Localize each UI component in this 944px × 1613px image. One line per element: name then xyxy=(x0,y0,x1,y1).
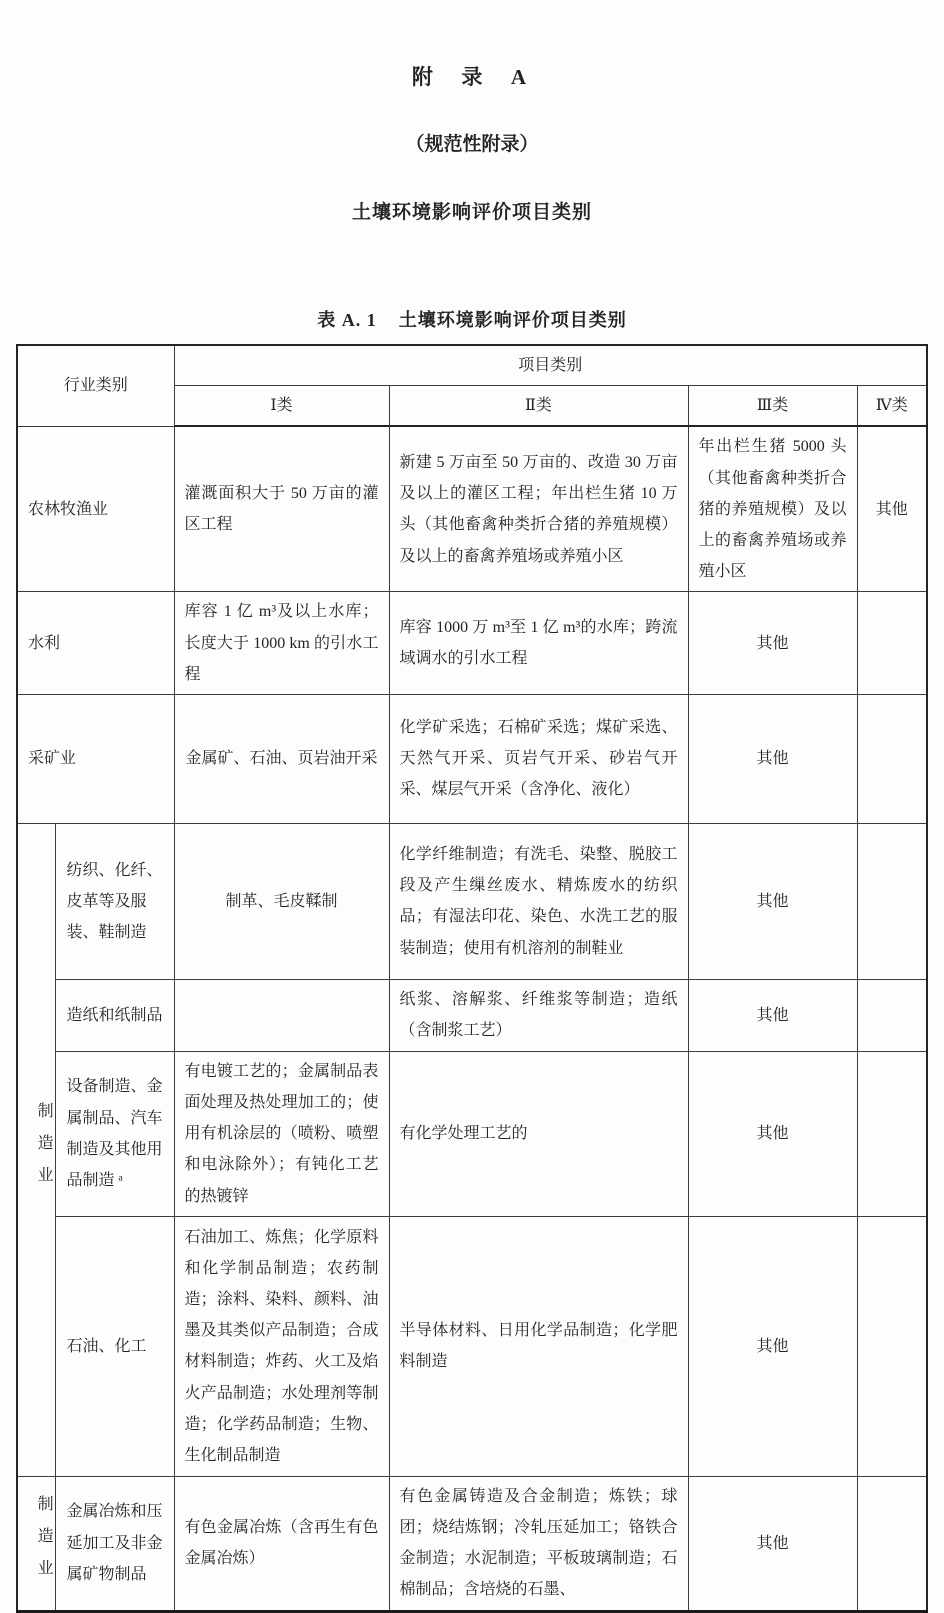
class1-cell: 有色金属冶炼（含再生有色金属冶炼） xyxy=(174,1476,389,1611)
header-row-1 xyxy=(17,345,927,386)
class4-cell xyxy=(857,1051,927,1216)
industry-sub-label: 石油、化工 xyxy=(56,1216,174,1476)
class3-cell: 其他 xyxy=(688,592,857,695)
class3-cell: 其他 xyxy=(688,979,857,1051)
industry-label: 采矿业 xyxy=(17,694,174,823)
class4-cell xyxy=(857,1476,927,1611)
class3-cell: 其他 xyxy=(688,694,857,823)
class2-cell: 新建 5 万亩至 50 万亩的、改造 30 万亩及以上的灌区工程；年出栏生猪 10 万头（其他畜禽种类折合猪的养殖规模）及以上的畜禽养殖场或养殖小区 xyxy=(389,426,688,591)
table-row-metal-smelting xyxy=(17,1476,927,1611)
class1-cell: 制革、毛皮鞣制 xyxy=(174,823,389,979)
col-header-class-2: Ⅱ类 xyxy=(389,386,688,427)
class2-cell: 有色金属铸造及合金制造；炼铁；球团；烧结炼钢；冷轧压延加工；铬铁合金制造；水泥制造；平板玻璃制造；石棉制品；含培烧的石墨、 xyxy=(389,1476,688,1611)
class4-cell xyxy=(857,592,927,695)
class2-cell: 库容 1000 万 m³至 1 亿 m³的水库；跨流域调水的引水工程 xyxy=(389,592,688,695)
industry-sub-label: 金属冶炼和压延加工及非金属矿物制品 xyxy=(56,1476,174,1611)
industry-sub-label: 设备制造、金属制品、汽车制造及其他用品制造 ᵃ xyxy=(56,1051,174,1216)
class4-cell: 其他 xyxy=(857,426,927,591)
table-row-textile xyxy=(17,823,927,979)
class4-cell xyxy=(857,694,927,823)
col-header-class-3: Ⅲ类 xyxy=(688,386,857,427)
class2-cell: 半导体材料、日用化学品制造；化学肥料制造 xyxy=(389,1216,688,1476)
table-row-equipment xyxy=(17,1051,927,1216)
class1-cell: 灌溉面积大于 50 万亩的灌区工程 xyxy=(174,426,389,591)
class2-cell: 化学矿采选；石棉矿采选；煤矿采选、天然气开采、页岩气开采、砂岩气开采、煤层气开采（含净化、液化） xyxy=(389,694,688,823)
col-header-class-1: Ⅰ类 xyxy=(174,386,389,427)
industry-label: 农林牧渔业 xyxy=(17,426,174,591)
class1-cell: 库容 1 亿 m³及以上水库；长度大于 1000 km 的引水工程 xyxy=(174,592,389,695)
class3-cell: 其他 xyxy=(688,1051,857,1216)
table-row-agriculture xyxy=(17,426,927,591)
class4-cell xyxy=(857,979,927,1051)
industry-label: 水利 xyxy=(17,592,174,695)
col-header-project-category: 项目类别 xyxy=(174,345,927,386)
industry-group-manufacturing xyxy=(17,1476,56,1611)
class3-cell: 其他 xyxy=(688,823,857,979)
class1-cell: 石油加工、炼焦；化学原料和化学制品制造；农药制造；涂料、染料、颜料、油墨及其类似产品制造；合成材料制造；炸药、火工及焰火产品制造；水处理剂等制造；化学药品制造；生物、生化制品制造 xyxy=(174,1216,389,1476)
appendix-title: 附 录 A xyxy=(411,65,533,89)
project-category-table xyxy=(16,344,928,1613)
table-row-water xyxy=(17,592,927,695)
col-header-industry: 行业类别 xyxy=(17,345,174,426)
industry-group-manufacturing xyxy=(17,823,56,1476)
appendix-heading: 土壤环境影响评价项目类别 xyxy=(351,202,592,223)
table-row-mining xyxy=(17,694,927,823)
industry-sub-label: 造纸和纸制品 xyxy=(56,979,174,1051)
industry-group-label: 制造业 xyxy=(35,1495,53,1592)
appendix-subtitle: （规范性附录） xyxy=(405,134,539,155)
class2-cell: 有化学处理工艺的 xyxy=(389,1051,688,1216)
table-caption: 表 A. 1 土壤环境影响评价项目类别 xyxy=(317,310,627,330)
class2-cell: 纸浆、溶解浆、纤维浆等制造；造纸（含制浆工艺） xyxy=(389,979,688,1051)
class2-cell: 化学纤维制造；有洗毛、染整、脱胶工段及产生缫丝废水、精炼废水的纺织品；有湿法印花、染色、水洗工艺的服装制造；使用有机溶剂的制鞋业 xyxy=(389,823,688,979)
class3-cell: 年出栏生猪 5000 头（其他畜禽种类折合猪的养殖规模）及以上的畜禽养殖场或养殖小区 xyxy=(688,426,857,591)
class1-cell: 有电镀工艺的；金属制品表面处理及热处理加工的；使用有机涂层的（喷粉、喷塑和电泳除外）；有钝化工艺的热镀锌 xyxy=(174,1051,389,1216)
class4-cell xyxy=(857,823,927,979)
class3-cell: 其他 xyxy=(688,1476,857,1611)
table-row-petrochemical xyxy=(17,1216,927,1476)
industry-sub-label: 纺织、化纤、皮革等及服装、鞋制造 xyxy=(56,823,174,979)
class4-cell xyxy=(857,1216,927,1476)
class1-cell: 金属矿、石油、页岩油开采 xyxy=(174,694,389,823)
class3-cell: 其他 xyxy=(688,1216,857,1476)
industry-group-label: 制造业 xyxy=(35,1101,53,1198)
col-header-class-4: Ⅳ类 xyxy=(857,386,927,427)
appendix-title-block xyxy=(0,0,944,264)
class1-cell xyxy=(174,979,389,1051)
table-row-paper xyxy=(17,979,927,1051)
